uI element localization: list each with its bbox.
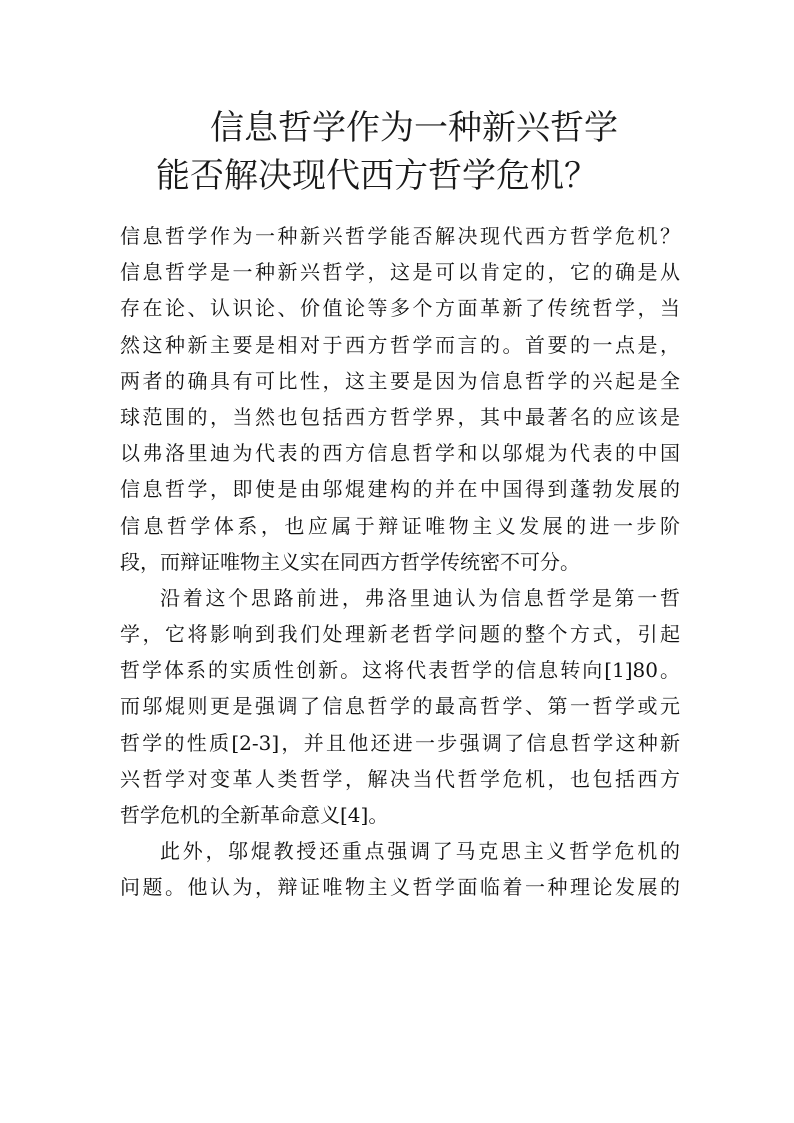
paragraph-line: 以弗洛里迪为代表的西方信息哲学和以邬焜为代表的中国 — [120, 441, 680, 466]
paragraph-line: 段，而辩证唯物主义实在同西方哲学传统密不可分。 — [120, 549, 580, 574]
paragraph-line: 两者的确具有可比性，这主要是因为信息哲学的兴起是全 — [120, 368, 680, 393]
paragraph-line: 信息哲学体系，也应属于辩证唯物主义发展的进一步阶 — [120, 513, 680, 538]
paragraph-line: 哲学体系的实质性创新。这将代表哲学的信息转向[1]80。 — [120, 658, 680, 683]
paragraph-line: 哲学危机的全新革命意义[4]。 — [120, 803, 389, 827]
paragraph-line: 学，它将影响到我们处理新老哲学问题的整个方式，引起 — [120, 622, 680, 647]
paragraph-line: 信息哲学，即使是由邬焜建构的并在中国得到蓬勃发展的 — [120, 477, 680, 502]
paragraph-line: 沿着这个思路前进，弗洛里迪认为信息哲学是第一哲 — [160, 585, 680, 610]
paragraph-line: 球范围的，当然也包括西方哲学界，其中最著名的应该是 — [120, 404, 680, 429]
paragraph-line: 问题。他认为，辩证唯物主义哲学面临着一种理论发展的 — [120, 875, 680, 900]
paragraph-line: 信息哲学是一种新兴哲学，这是可以肯定的，它的确是从 — [120, 260, 680, 285]
paragraph-line: 信息哲学作为一种新兴哲学能否解决现代西方哲学危机？ — [120, 224, 680, 248]
paragraph-line: 兴哲学对变革人类哲学，解决当代哲学危机，也包括西方 — [120, 766, 680, 791]
paragraph-line: 存在论、认识论、价值论等多个方面革新了传统哲学，当 — [120, 296, 680, 321]
paragraph-line: 此外，邬焜教授还重点强调了马克思主义哲学危机的 — [160, 839, 680, 864]
paragraph-line: 哲学的性质[2-3]，并且他还进一步强调了信息哲学这种新 — [120, 730, 680, 755]
paragraph-line: 而邬焜则更是强调了信息哲学的最高哲学、第一哲学或元 — [120, 694, 680, 719]
document-title-line-2: 能否解决现代西方哲学危机？ — [156, 156, 598, 196]
document-title-line-1: 信息哲学作为一种新兴哲学 — [210, 108, 618, 148]
paragraph-line: 然这种新主要是相对于西方哲学而言的。首要的一点是， — [120, 332, 680, 357]
document-body — [120, 218, 680, 906]
